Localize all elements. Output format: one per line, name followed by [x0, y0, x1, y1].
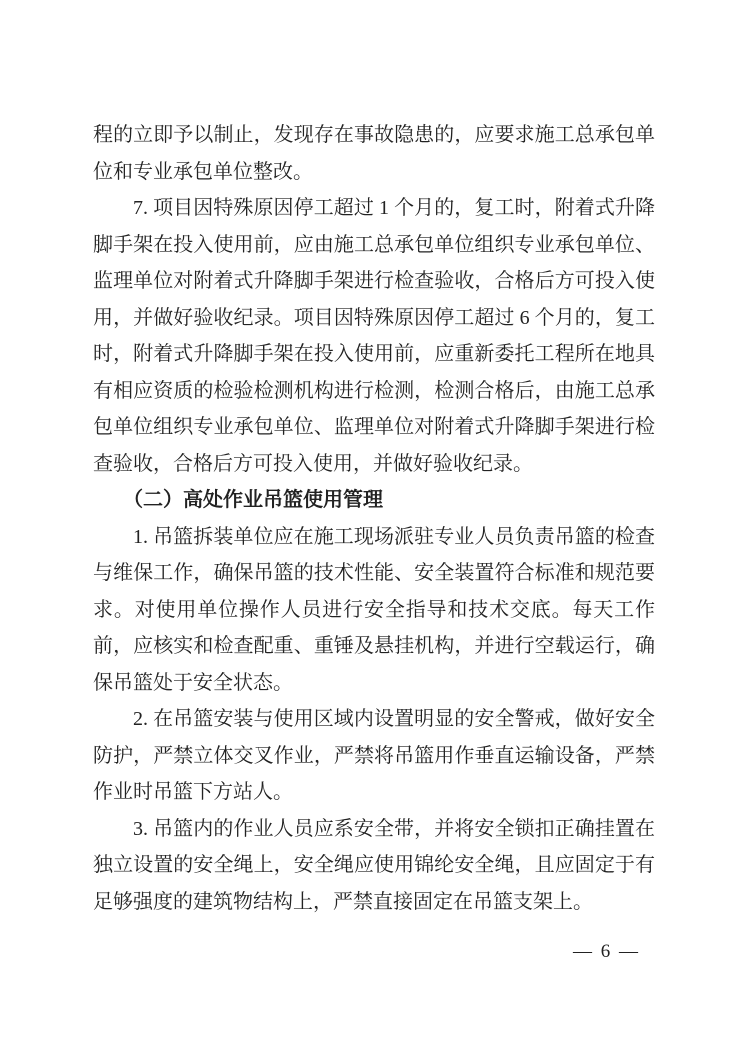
paragraph-continuation: 程的立即予以制止，发现存在事故隐患的，应要求施工总承包单位和专业承包单位整改。	[93, 124, 655, 183]
paragraph-item-7: 7. 项目因特殊原因停工超过 1 个月的，复工时，附着式升降脚手架在投入使用前，应由施工总承包单位组织专业承包单位、监理单位对附着式升降脚手架进行检查验收，合格后方可投入使用，并做好验收纪录。项目因特殊原因停工超过 6 个月的，复工时，附着式升降脚手架在投入使用前，应重新委托工程所在地具有相应资质的检验检测机构进行检测，检测合格后，由施工总承包单位组织专业承包单位、监理单位对附着式升降脚手架进行检查验收，合格后方可投入使用，并做好验收纪录。	[93, 197, 655, 475]
section-heading: （二）高处作业吊篮使用管理	[123, 489, 383, 511]
paragraph-item-2: 2. 在吊篮安装与使用区域内设置明显的安全警戒，做好安全防护，严禁立体交叉作业，严禁将吊篮用作垂直运输设备，严禁作业时吊篮下方站人。	[93, 708, 655, 803]
paragraph-item-1: 1. 吊篮拆装单位应在施工现场派驻专业人员负责吊篮的检查与维保工作，确保吊篮的技术性能、安全装置符合标准和规范要求。对使用单位操作人员进行安全指导和技术交底。每天工作前，应核实和检查配重、重锤及悬挂机构，并进行空载运行，确保吊篮处于安全状态。	[93, 525, 655, 694]
document-body	[93, 117, 655, 920]
page-number: — 6 —	[573, 941, 640, 962]
paragraph-item-3: 3. 吊篮内的作业人员应系安全带，并将安全锁扣正确挂置在独立设置的安全绳上，安全绳应使用锦纶安全绳，且应固定于有足够强度的建筑物结构上，严禁直接固定在吊篮支架上。	[93, 817, 655, 913]
